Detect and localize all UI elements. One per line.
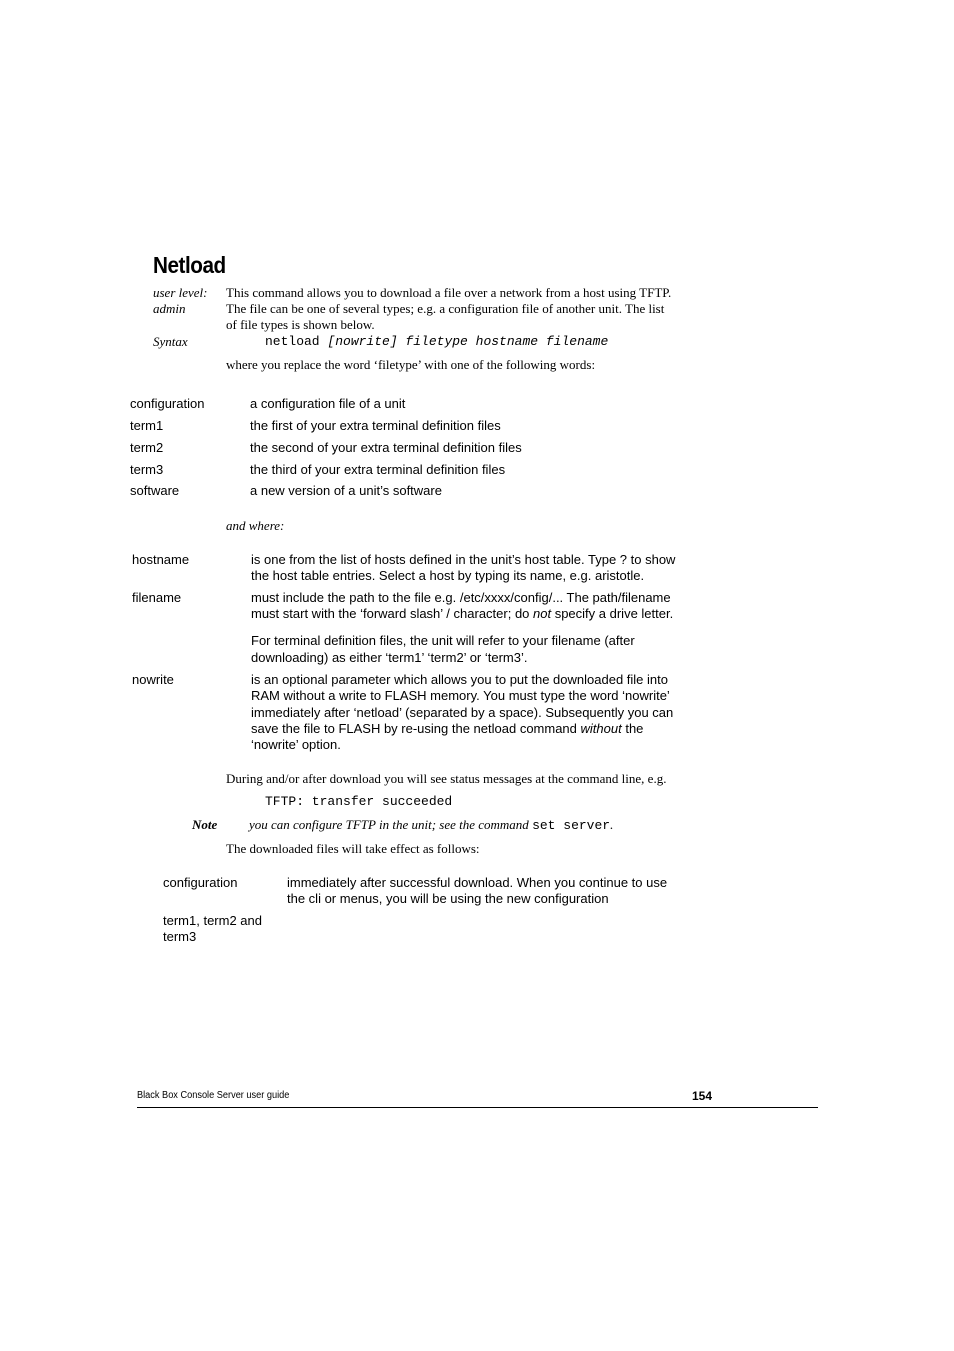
param-desc: ‘nowrite’ option. — [251, 737, 341, 752]
param-term-nowrite: nowrite — [132, 672, 174, 687]
param-desc: RAM without a write to FLASH memory. You must type the word ‘nowrite’ — [251, 688, 670, 703]
param-desc: immediately after ‘netload’ (separated by a space). Subsequently you can — [251, 705, 674, 720]
note-label: Note — [192, 817, 218, 832]
param-desc: must include the path to the file e.g. /etc/xxxx/config/... The path/filename — [251, 590, 671, 605]
status-text: During and/or after download you will see status messages at the command line, e.g. — [226, 771, 667, 786]
param-desc: downloading) as either ‘term1’ ‘term2’ or ‘term3’. — [251, 650, 528, 665]
filetype-desc: the second of your extra terminal definition files — [250, 440, 522, 455]
syntax-command-name: netload — [265, 334, 328, 349]
text-run: must start with the ‘forward slash’ / character; do — [251, 606, 534, 621]
page-title: Netload — [153, 252, 226, 278]
text-run: . — [610, 817, 614, 832]
effect-desc: the cli or menus, you will be using the new configuration — [287, 891, 609, 906]
filetype-desc: the first of your extra terminal definition files — [250, 418, 501, 433]
intro-line: of file types is shown below. — [226, 317, 375, 332]
param-desc: For terminal definition files, the unit will refer to your filename (after — [251, 633, 635, 648]
param-desc — [251, 606, 673, 621]
filetype-term: configuration — [130, 396, 205, 411]
replace-text: where you replace the word ‘filetype’ with one of the following words: — [226, 357, 596, 372]
note-text — [249, 817, 613, 833]
param-desc: is an optional parameter which allows you to put the downloaded file into — [251, 672, 668, 687]
effect-term: term3 — [163, 929, 197, 944]
filetype-term: term2 — [130, 440, 164, 455]
syntax-command — [265, 334, 608, 349]
filetype-term: software — [130, 483, 180, 498]
filetype-desc: the third of your extra terminal definition files — [250, 462, 506, 477]
filetype-desc: a new version of a unit’s software — [250, 483, 442, 498]
effect-text: The downloaded files will take effect as follows: — [226, 841, 480, 856]
user-level-label: user level: — [153, 285, 208, 300]
text-run: you can configure TFTP in the unit; see the command — [249, 817, 533, 832]
param-term-filename: filename — [132, 590, 182, 605]
filetype-term: term3 — [130, 462, 164, 477]
note-command: set server — [532, 818, 611, 833]
footer-guide-title: Black Box Console Server user guide — [137, 1090, 290, 1101]
user-level-value: admin — [153, 301, 186, 316]
text-run: specify a drive letter. — [551, 606, 674, 621]
footer-divider — [137, 1107, 818, 1108]
param-desc: the host table entries. Select a host by typing its name, e.g. aristotle. — [251, 568, 645, 583]
emphasis: not — [533, 606, 552, 621]
intro-line: The file can be one of several types; e.g. a configuration file of another unit. The list — [226, 301, 665, 316]
intro-line: This command allows you to download a file over a network from a host using TFTP. — [226, 285, 672, 300]
emphasis: without — [580, 721, 622, 736]
filetype-term: term1 — [130, 418, 164, 433]
filetype-desc: a configuration file of a unit — [250, 396, 406, 411]
param-desc: is one from the list of hosts defined in the unit’s host table. Type ? to show — [251, 552, 676, 567]
effect-term: term1, term2 and — [163, 913, 262, 928]
page-number: 154 — [692, 1089, 713, 1103]
syntax-label: Syntax — [153, 334, 188, 349]
effect-desc: immediately after successful download. When you continue to use — [287, 875, 668, 890]
param-term-hostname: hostname — [132, 552, 190, 567]
param-desc — [251, 721, 643, 736]
effect-term: configuration — [163, 875, 238, 890]
and-where: and where: — [226, 518, 285, 533]
syntax-args: [nowrite] filetype hostname filename — [327, 334, 609, 349]
status-example: TFTP: transfer succeeded — [265, 794, 453, 809]
text-run: the — [621, 721, 644, 736]
text-run: save the file to FLASH by re-using the netload command — [251, 721, 581, 736]
